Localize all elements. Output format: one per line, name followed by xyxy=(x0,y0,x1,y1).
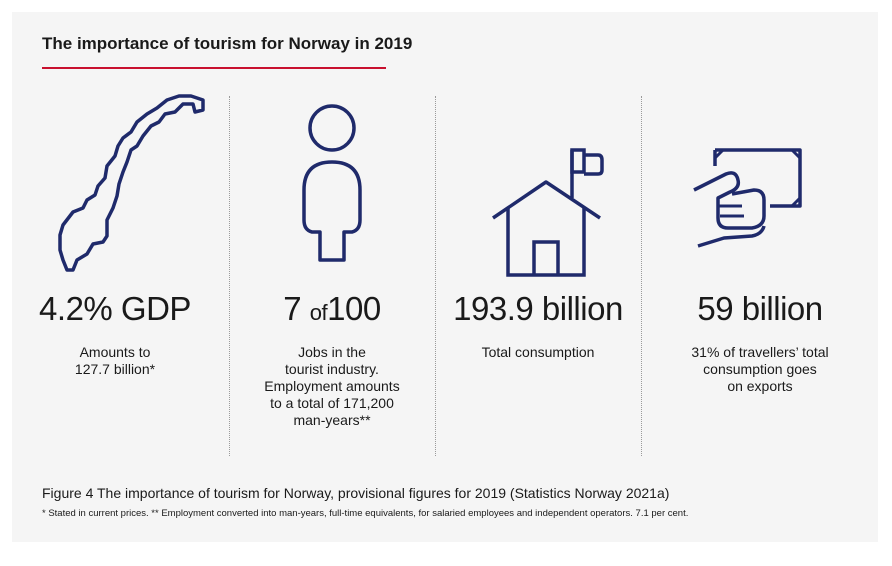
stat-jobs xyxy=(232,90,432,429)
stat-value-exports: 59 billion xyxy=(697,290,823,327)
stat-description-gdp: Amounts to 127.7 billion* xyxy=(74,344,156,377)
stat-description-jobs: Jobs in the tourist industry. Employment amounts to a total of 171,200 man-years** xyxy=(264,344,400,428)
title-underline xyxy=(42,67,386,69)
person-icon xyxy=(232,90,432,280)
house-with-flag-icon xyxy=(438,90,638,280)
norway-map-icon xyxy=(15,90,215,280)
column-divider-2 xyxy=(435,96,436,456)
column-divider-3 xyxy=(641,96,642,456)
stat-value-jobs: 7 of100 xyxy=(283,290,381,327)
figure-caption: Figure 4 The importance of tourism for Norway, provisional figures for 2019 (Statistics Norway 2021a) xyxy=(42,485,670,501)
stat-exports xyxy=(660,90,860,395)
stat-gdp xyxy=(15,90,215,378)
stat-value-consumption: 193.9 billion xyxy=(453,290,623,327)
stat-description-exports: 31% of travellers’ total consumption goes on exports xyxy=(691,344,829,394)
stat-consumption xyxy=(438,90,638,361)
column-divider-1 xyxy=(229,96,230,456)
footnote: * Stated in current prices. ** Employment converted into man-years, full-time equivalents, for salaried employees and independent operators. 7.1 per cent. xyxy=(42,508,689,519)
stat-description-consumption: Total consumption xyxy=(481,344,595,360)
stat-value-gdp: 4.2% GDP xyxy=(39,290,191,327)
infographic-title: The importance of tourism for Norway in 2019 xyxy=(42,34,413,53)
hand-holding-card-icon xyxy=(660,90,860,280)
